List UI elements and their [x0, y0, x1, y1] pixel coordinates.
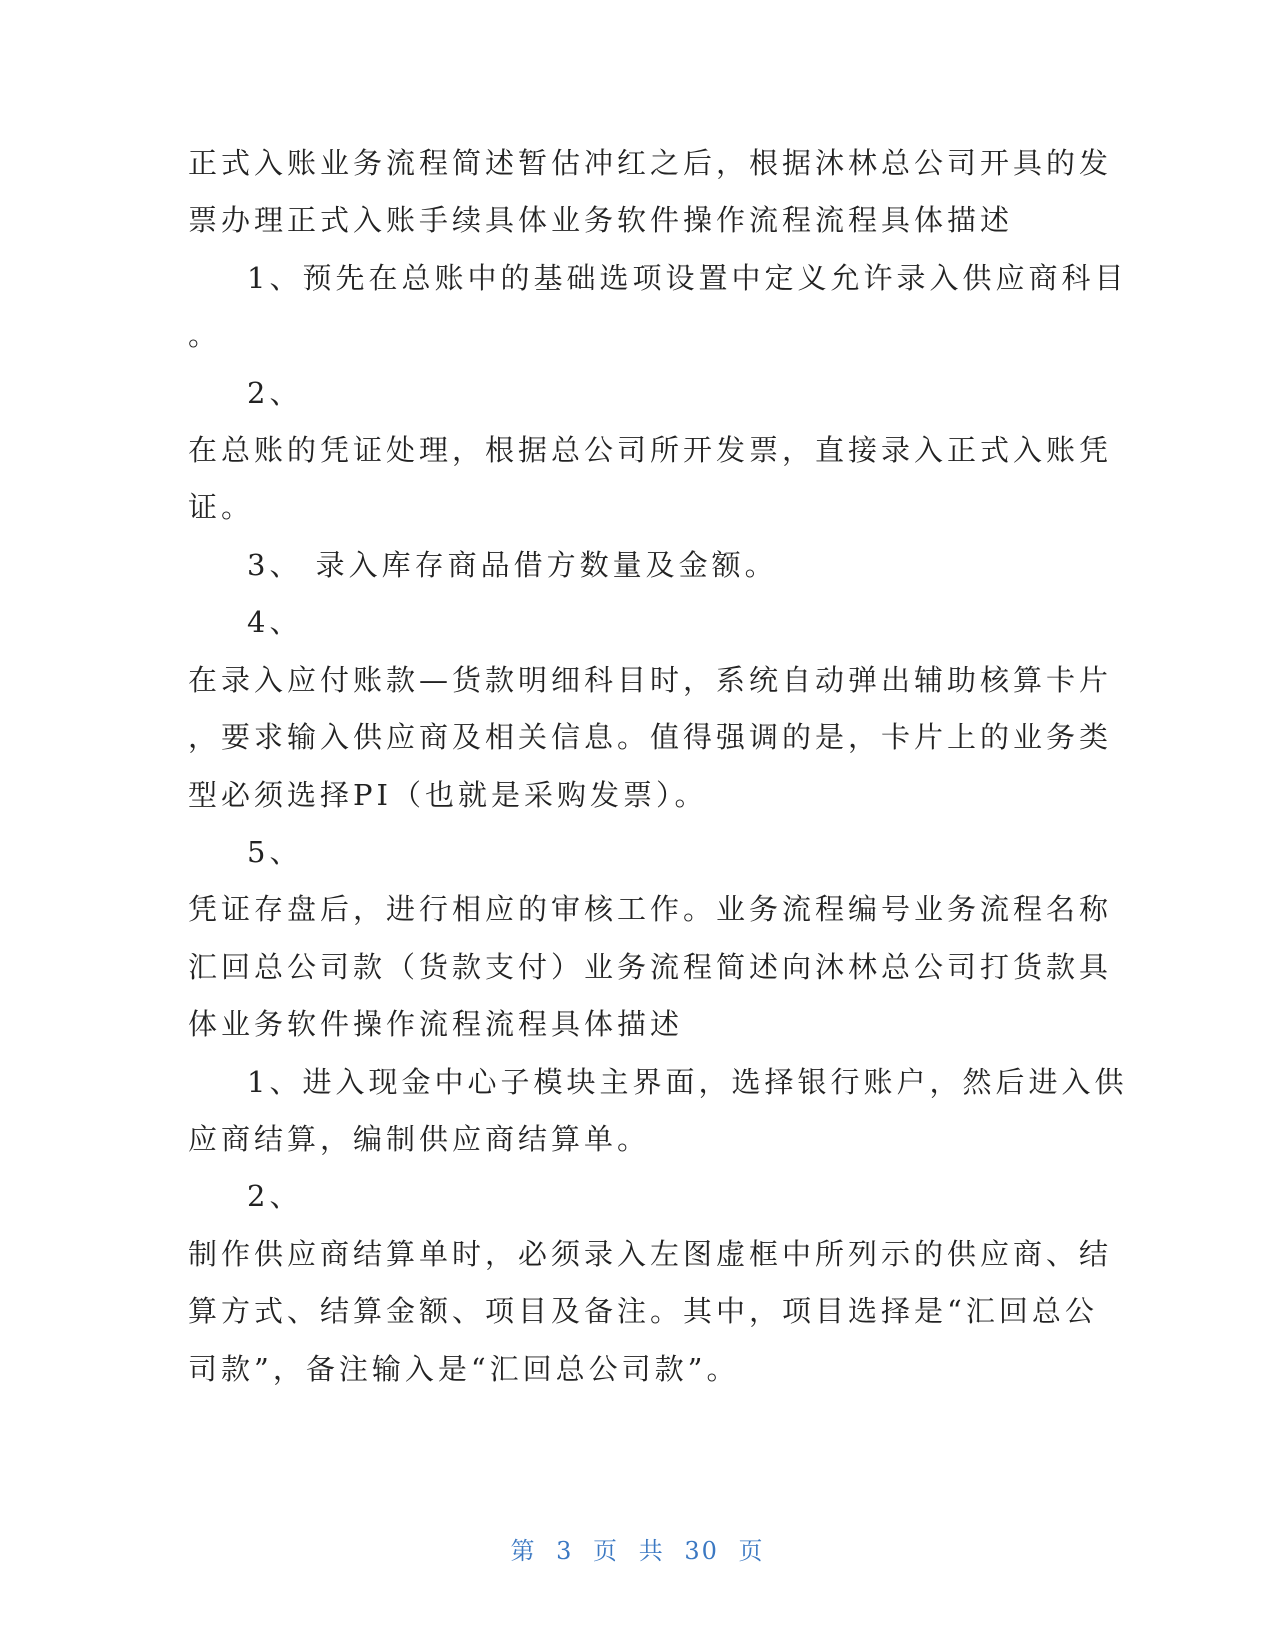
footer-prefix: 第: [510, 1537, 537, 1565]
body-line: 应商结算，编制供应商结算单。: [188, 1122, 651, 1156]
body-line: 汇回总公司款（货款支付）业务流程简述向沐林总公司打货款具: [188, 950, 1113, 984]
body-line: 在总账的凭证处理，根据总公司所开发票，直接录入正式入账凭: [188, 433, 1113, 467]
body-line: 证。: [188, 490, 255, 524]
body-line: 体业务软件操作流程流程具体描述: [188, 1007, 684, 1041]
body-line: 制作供应商结算单时，必须录入左图虚框中所列示的供应商、结: [188, 1237, 1113, 1271]
list-item-number: 2、: [247, 376, 303, 410]
total-page-count: 30: [684, 1537, 719, 1565]
body-line: 。: [188, 318, 222, 352]
body-line: 在录入应付账款—货款明细科目时，系统自动弹出辅助核算卡片: [188, 663, 1113, 697]
body-line: ，要求输入供应商及相关信息。值得强调的是，卡片上的业务类: [188, 720, 1113, 754]
body-line: 算方式、结算金额、项目及备注。其中，项目选择是“汇回总公: [188, 1294, 1098, 1328]
list-item-line: 3、 录入库存商品借方数量及金额。: [247, 548, 778, 582]
footer-total-unit: 页: [738, 1537, 765, 1565]
footer-total-prefix: 共: [638, 1537, 665, 1565]
body-line: 正式入账业务流程简述暂估冲红之后，根据沐林总公司开具的发: [188, 146, 1113, 180]
body-line: 型必须选择PI（也就是采购发票）。: [188, 778, 708, 812]
list-item-number: 4、: [247, 605, 303, 639]
page-footer: [0, 1535, 1275, 1567]
footer-page-unit: 页: [593, 1537, 620, 1565]
list-item-number: 5、: [247, 835, 303, 869]
body-line: 司款”，备注输入是“汇回总公司款”。: [188, 1352, 740, 1386]
body-line: 票办理正式入账手续具体业务软件操作流程流程具体描述: [188, 203, 1014, 237]
list-item-number: 2、: [247, 1179, 303, 1213]
list-item-line: 1、预先在总账中的基础选项设置中定义允许录入供应商科目: [247, 261, 1128, 295]
current-page-number: 3: [556, 1537, 574, 1565]
body-line: 凭证存盘后，进行相应的审核工作。业务流程编号业务流程名称: [188, 892, 1113, 926]
list-item-line: 1、进入现金中心子模块主界面，选择银行账户，然后进入供: [247, 1065, 1128, 1099]
